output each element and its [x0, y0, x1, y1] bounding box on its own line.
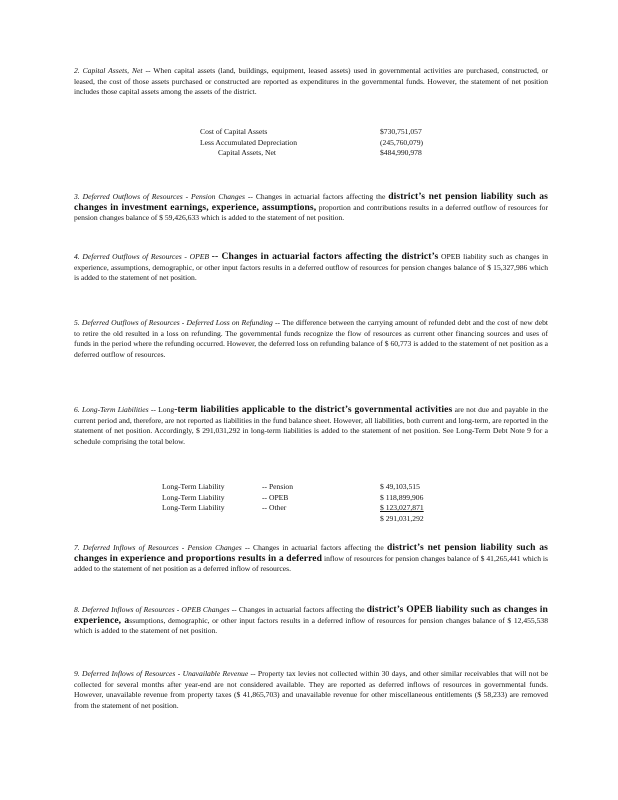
section-text: are not due and payable in the current period and, therefore, are not reported as liabilities in the fund balance sheet. However, all liabilities, both current and long-term, are reported in the statement of net position. Accordingly, $ 291,031,292 in long-term liabilities is added to the statement of net position. See Long-Term Debt Note 9 for a schedule comprising the total below. — [74, 405, 548, 446]
table-total-row — [162, 514, 462, 525]
section-text-emphasis: district’s OPEB liability such as changes in experience, a — [74, 604, 548, 626]
section-paragraph — [74, 669, 548, 711]
section-text: -- Changes in actuarial factors affecting the — [247, 192, 386, 201]
section-heading: 2. Capital Assets, Net — [74, 66, 143, 75]
section-heading: 7. Deferred Inflows of Resources - Pension Changes — [74, 543, 242, 552]
section-deferred-outflows-opeb — [74, 252, 548, 284]
section-deferred-loss-refunding — [74, 318, 548, 360]
row-type: -- Pension — [262, 482, 294, 491]
total-value: $ 291,031,292 — [380, 513, 424, 523]
capital-assets-table — [198, 127, 458, 159]
row-value: $ 49,103,515 — [380, 482, 420, 491]
section-paragraph — [74, 192, 548, 224]
section-heading: 8. Deferred Inflows of Resources - OPEB Changes — [74, 605, 230, 614]
row-label: Long-Term Liability — [162, 503, 225, 512]
section-text-emphasis: -term liabilities applicable to the district’s governmental activities — [174, 404, 453, 415]
section-paragraph — [74, 252, 548, 284]
row-label: Less Accumulated Depreciation — [200, 137, 297, 147]
section-text: -- The difference between the carrying amount of refunded debt and the cost of new debt to retire the old resulted in a loss on refunding. The governmental funds recognize the flow of resources as current other financing sources and uses of funds in the period where the refunding occurred. However, the deferred loss on refunding balance of $ 60,773 is added to the statement of net position as a deferred outflow of resources. — [74, 318, 549, 359]
table-row — [198, 127, 458, 138]
section-paragraph — [74, 405, 548, 447]
section-long-term-liabilities — [74, 405, 548, 447]
row-label: Long-Term Liability — [162, 492, 225, 502]
section-text: proportion and contributions results in a deferred outflow of resources for pension changes balance of $ 59,426,633 which is added to the statement of net position. — [74, 202, 548, 222]
section-text: -- Changes in actuarial factors affecting the — [244, 543, 384, 552]
long-term-liability-table — [162, 482, 462, 524]
row-value: $730,751,057 — [380, 127, 422, 136]
section-text: ssumptions, demographic, or other input factors results in a deferred inflow of resources for pension changes balance of $ 12,455,538 which is added to the statement of net position. — [74, 615, 548, 635]
table-row — [198, 138, 458, 149]
row-value: $484,990,978 — [380, 148, 422, 157]
section-heading: 5. Deferred Outflows of Resources - Deferred Loss on Refunding — [74, 318, 273, 327]
section-text-emphasis: district’s net pension liability such as changes in experience and proportions results in a deferred — [74, 542, 548, 564]
section-text: inflow of resources for pension changes balance of $ 41,265,441 which is added to the statement of net position as a deferred inflow of resources. — [74, 553, 548, 573]
row-type: -- Other — [262, 503, 287, 512]
section-paragraph — [74, 318, 548, 360]
section-paragraph — [74, 605, 548, 637]
table-row — [162, 482, 462, 493]
section-paragraph — [74, 66, 548, 98]
section-deferred-outflows-pension — [74, 192, 548, 224]
section-deferred-inflows-opeb — [74, 605, 548, 637]
section-deferred-inflows-pension — [74, 543, 548, 575]
row-type: -- OPEB — [262, 492, 289, 502]
section-text: OPEB liability such as changes in experience, assumptions, demographic, or other input factors results in a deferred outflow of resources for pension changes balance of $ 15,327,986 which is added to the statement of net position. — [74, 252, 548, 282]
table-row — [162, 493, 462, 504]
table-row — [162, 503, 462, 514]
row-value: $ 118,899,906 — [380, 492, 424, 502]
row-value: $ 123,027,871 — [380, 503, 424, 512]
section-text-emphasis: -- Changes in actuarial factors affecting the district’s — [211, 251, 439, 262]
section-paragraph — [74, 543, 548, 575]
section-capital-assets — [74, 66, 548, 98]
section-heading: 3. Deferred Outflows of Resources - Pension Changes — [74, 192, 245, 201]
row-value: (245,760,079) — [380, 137, 424, 147]
section-text: -- Changes in actuarial factors affecting the — [231, 605, 365, 614]
section-deferred-inflows-unavailable-revenue — [74, 669, 548, 711]
section-text-emphasis: district’s net pension liability such as changes in investment earnings, experience, assumptions, — [74, 191, 548, 213]
row-label: Long-Term Liability — [162, 482, 225, 491]
section-text: -- Property tax levies not collected within 30 days, and other similar receivables that will not be collected for several months after year-end are not considered available. They are reported as deferred inflows of resources in governmental funds. However, unavailable revenue from property taxes ($ 41,865,703) and unavailable revenue for other miscellaneous entitlements ($ 58,233) are removed from the statement of net position. — [74, 669, 548, 710]
row-label: Cost of Capital Assets — [200, 127, 268, 136]
section-text: -- Long — [150, 405, 175, 414]
section-heading: 4. Deferred Outflows of Resources - OPEB — [74, 252, 209, 261]
section-heading: 6. Long-Term Liabilities — [74, 405, 149, 414]
section-heading: 9. Deferred Inflows of Resources - Unavailable Revenue — [74, 669, 249, 678]
section-text: -- When capital assets (land, buildings, equipment, leased assets) used in governmental activities are purchased, constructed, or leased, the cost of those assets purchased or constructed are reported as expenditures in the governmental funds. However, the statement of net position includes those capital assets among the assets of the district. — [74, 66, 549, 96]
row-label: Capital Assets, Net — [218, 148, 277, 157]
table-row — [198, 148, 458, 159]
